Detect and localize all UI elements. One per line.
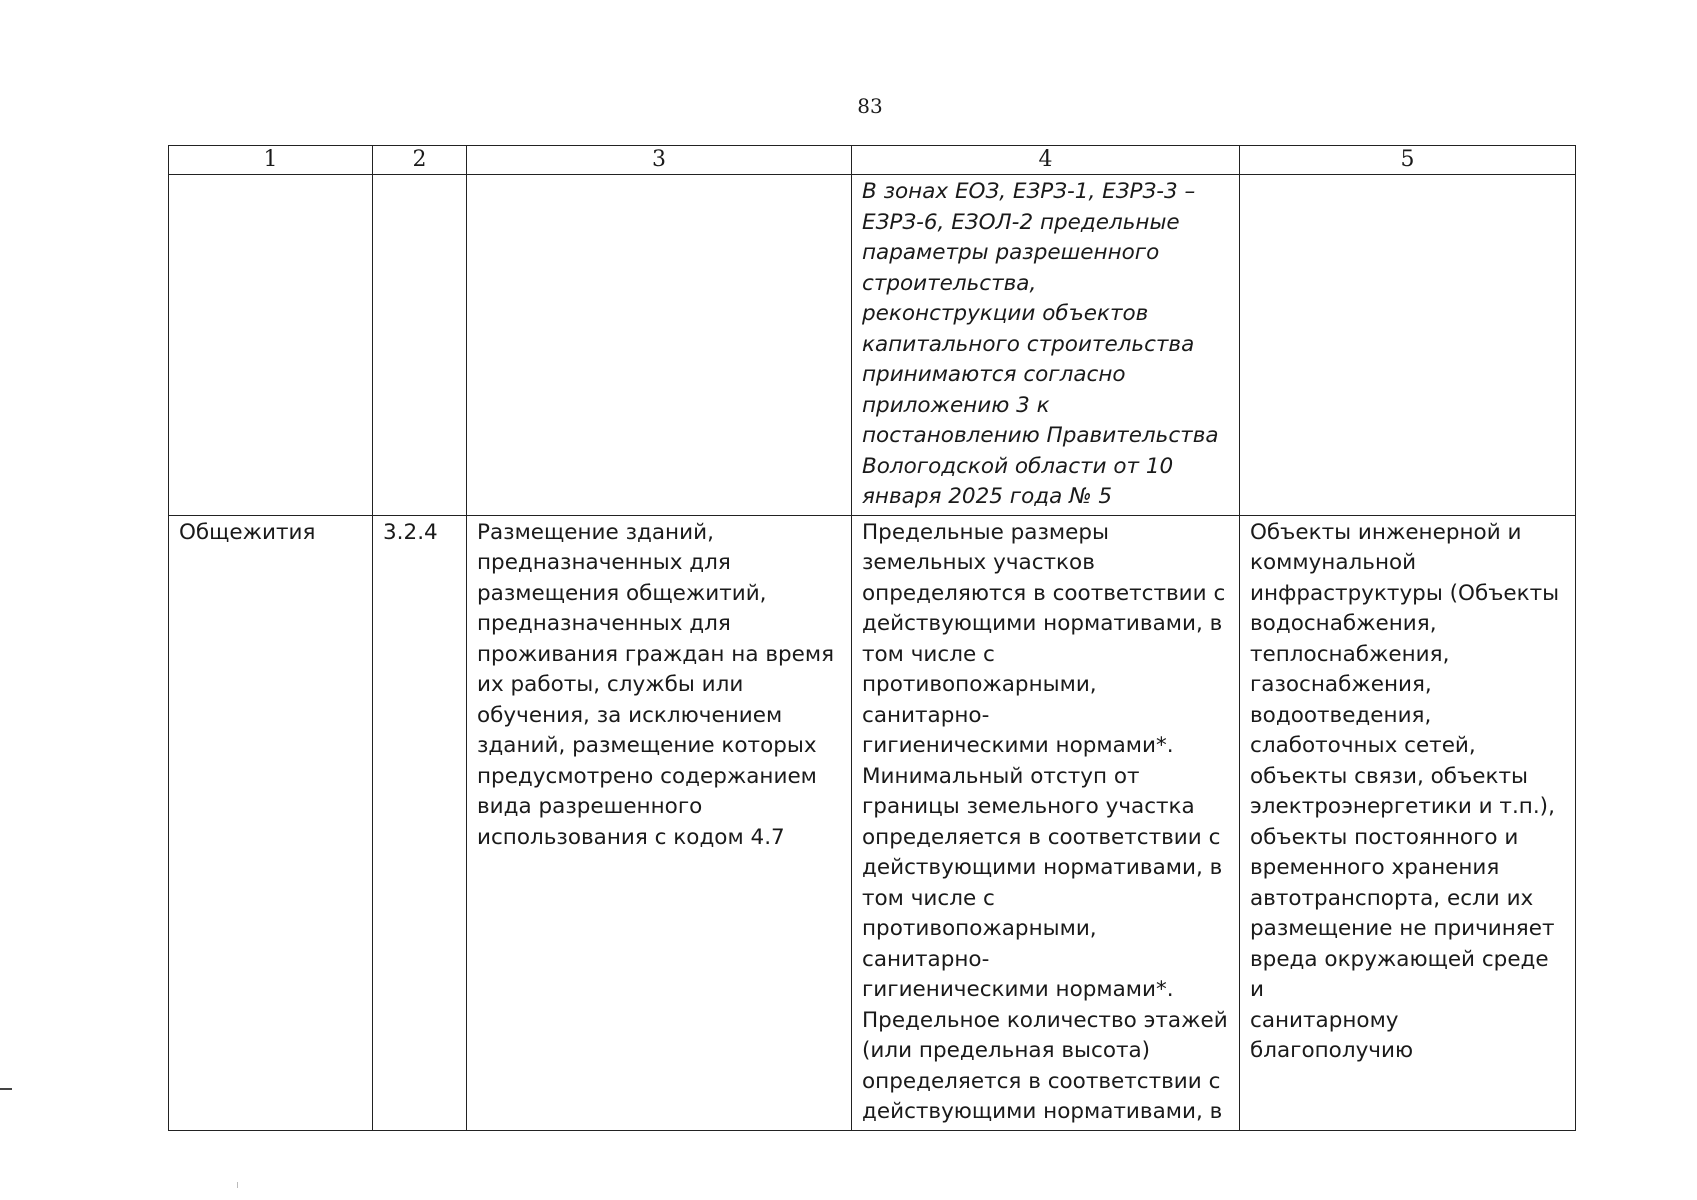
scan-edge-mark [0, 1088, 12, 1090]
cell-use-description: Размещение зданий, предназначенных для размещения общежитий, предназначенных для проживания граждан на время их работы, службы или обучения, за исключением зданий, размещение которых предусмотрено содержанием вида разрешенного использования с кодом 4.7 [467, 515, 852, 1130]
column-header-2: 2 [373, 146, 467, 175]
column-header-3: 3 [467, 146, 852, 175]
cell-parameters: В зонах ЕОЗ, ЕЗРЗ-1, ЕЗРЗ-3 – ЕЗРЗ-6, ЕЗОЛ-2 предельные параметры разрешенного строительства, реконструкции объектов капитального строительства принимаются согласно приложению 3 к постановлению Правительства Вологодской области от 10 января 2025 года № 5 [852, 175, 1240, 516]
table-row [169, 175, 1576, 516]
cell-use-code: 3.2.4 [373, 515, 467, 1130]
zoning-table [168, 145, 1576, 1131]
table-row [169, 515, 1576, 1130]
column-header-4: 4 [852, 146, 1240, 175]
cell-use-code [373, 175, 467, 516]
page-number: 83 [857, 94, 883, 118]
scan-speck [237, 1182, 238, 1188]
cell-parameters: Предельные размеры земельных участков определяются в соответствии с действующими нормативами, в том числе с противопожарными, санитарно- гигиеническими нормами*. Минимальный отступ от границы земельного участка определяется в соответствии с действующими нормативами, в том числе с противопожарными, санитарно- гигиеническими нормами*. Предельное количество этажей (или предельная высота) определяется в соответствии с действующими нормативами, в [852, 515, 1240, 1130]
cell-use-name [169, 175, 373, 516]
cell-auxiliary-uses: Объекты инженерной и коммунальной инфраструктуры (Объекты водоснабжения, теплоснабжения, газоснабжения, водоотведения, слаботочных сетей, объекты связи, объекты электроэнергетики и т.п.), объекты постоянного и временного хранения автотранспорта, если их размещение не причиняет вреда окружающей среде и санитарному благополучию [1240, 515, 1576, 1130]
column-header-5: 5 [1240, 146, 1576, 175]
cell-use-description [467, 175, 852, 516]
cell-auxiliary-uses [1240, 175, 1576, 516]
table-header-row [169, 146, 1576, 175]
column-header-1: 1 [169, 146, 373, 175]
cell-use-name: Общежития [169, 515, 373, 1130]
